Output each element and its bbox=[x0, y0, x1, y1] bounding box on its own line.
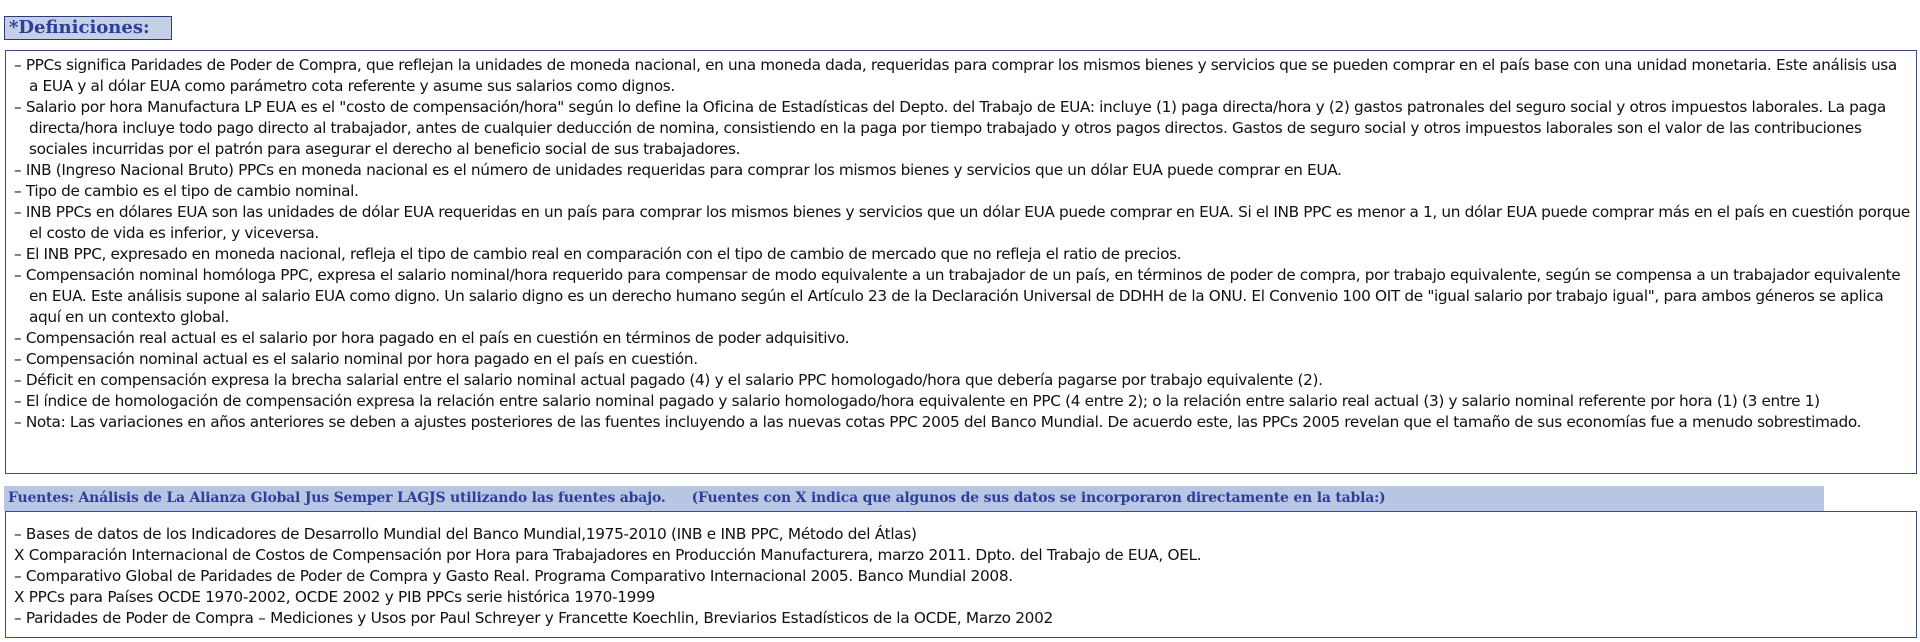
list-bullet: – bbox=[14, 266, 26, 284]
sources-header bbox=[4, 486, 1824, 511]
list-bullet: – bbox=[14, 350, 26, 368]
list-bullet: – bbox=[14, 371, 26, 389]
list-bullet: – bbox=[14, 392, 26, 410]
list-bullet: – bbox=[14, 329, 26, 347]
definition-text: Déficit en compensación expresa la brecha salarial entre el salario nominal actual pagado (4) y el salario PPC homologado/hora que debería pagarse por trabajo equivalente (2). bbox=[25, 371, 1323, 389]
definition-item bbox=[14, 412, 1910, 433]
definition-item bbox=[14, 55, 1910, 97]
source-item bbox=[14, 608, 1910, 629]
definitions-box bbox=[5, 50, 1917, 474]
definition-item bbox=[14, 265, 1910, 328]
definition-item bbox=[14, 328, 1910, 349]
list-bullet: – bbox=[14, 609, 26, 627]
source-item bbox=[14, 566, 1910, 587]
list-bullet: – bbox=[14, 413, 26, 431]
list-bullet: – bbox=[14, 567, 26, 585]
definition-item bbox=[14, 181, 1910, 202]
source-item bbox=[14, 524, 1910, 545]
source-item bbox=[14, 587, 1910, 608]
definition-text: Nota: Las variaciones en años anteriores se deben a ajustes posteriores de las fuentes incluyendo a las nuevas cotas PPC 2005 del Banco Mundial. De acuerdo este, las PPCs 2005 revelan que el tamaño de sus economías fue a menudo sobrestimado. bbox=[25, 413, 1862, 431]
sources-box bbox=[5, 511, 1917, 638]
list-bullet: – bbox=[14, 245, 26, 263]
source-text: Comparación Internacional de Costos de Compensación por Hora para Trabajadores en Producción Manufacturera, marzo 2011. Dpto. del Trabajo de EUA, OEL. bbox=[28, 546, 1202, 564]
definition-text: INB PPCs en dólares EUA son las unidades de dólar EUA requeridas en un país para comprar los mismos bienes y servicios que un dólar EUA puede comprar en EUA. Si el INB PPC es menor a 1, un dólar EUA puede comprar más en el país en cuestión porque el costo de vida es inferior, y viceversa. bbox=[25, 203, 1910, 242]
sources-note: (Fuentes con X indica que algunos de sus datos se incorporaron directamente en la tabla:) bbox=[691, 490, 1386, 506]
definition-text: Salario por hora Manufactura LP EUA es el "costo de compensación/hora" según lo define la Oficina de Estadísticas del Depto. del Trabajo de EUA: incluye (1) paga directa/hora y (2) gastos patronales del seguro social y otros impuestos laborales. La paga directa/hora incluye todo pago directo al trabajador, antes de cualquier deducción de nomina, consistiendo en la paga por tiempo trabajado y otros pagos directos. Gastos de seguro social y otros impuestos laborales son el valor de las contribuciones sociales incurridas por el patrón para asegurar el derecho al beneficio social de sus trabajadores. bbox=[25, 98, 1886, 158]
definitions-title: *Definiciones: bbox=[4, 16, 172, 40]
definition-text: INB (Ingreso Nacional Bruto) PPCs en moneda nacional es el número de unidades requeridas para comprar los mismos bienes y servicios que un dólar EUA puede comprar en EUA. bbox=[25, 161, 1342, 179]
definitions-list bbox=[14, 55, 1910, 433]
definition-item bbox=[14, 244, 1910, 265]
definition-item bbox=[14, 97, 1910, 160]
list-bullet: – bbox=[14, 525, 26, 543]
definition-text: El INB PPC, expresado en moneda nacional, refleja el tipo de cambio real en comparación con el tipo de cambio de mercado que no refleja el ratio de precios. bbox=[25, 245, 1182, 263]
definition-text: Compensación nominal actual es el salario nominal por hora pagado en el país en cuestión. bbox=[25, 350, 698, 368]
source-text: Paridades de Poder de Compra – Mediciones y Usos por Paul Schreyer y Francette Koechlin, Breviarios Estadísticos de la OCDE, Marzo 2002 bbox=[25, 609, 1053, 627]
definition-text: El índice de homologación de compensación expresa la relación entre salario nominal pagado y salario homologado/hora equivalente en PPC (4 entre 2); o la relación entre salario real actual (3) y salario nominal referente por hora (1) (3 entre 1) bbox=[25, 392, 1820, 410]
sources-list bbox=[14, 524, 1910, 629]
list-bullet: – bbox=[14, 56, 26, 74]
source-item bbox=[14, 545, 1910, 566]
definition-item bbox=[14, 391, 1910, 412]
definition-text: Compensación real actual es el salario por hora pagado en el país en cuestión en términos de poder adquisitivo. bbox=[25, 329, 850, 347]
source-text: Bases de datos de los Indicadores de Desarrollo Mundial del Banco Mundial,1975-2010 (INB e INB PPC, Método del Átlas) bbox=[25, 525, 917, 543]
list-bullet: – bbox=[14, 203, 26, 221]
sources-title: Fuentes: Análisis de La Alianza Global Jus Semper LAGJS utilizando las fuentes abajo. bbox=[8, 490, 666, 506]
definition-item bbox=[14, 370, 1910, 391]
source-text: Comparativo Global de Paridades de Poder de Compra y Gasto Real. Programa Comparativo Internacional 2005. Banco Mundial 2008. bbox=[25, 567, 1013, 585]
source-text: PPCs para Países OCDE 1970-2002, OCDE 2002 y PIB PPCs serie histórica 1970-1999 bbox=[28, 588, 655, 606]
list-bullet: – bbox=[14, 182, 26, 200]
definition-text: Tipo de cambio es el tipo de cambio nominal. bbox=[25, 182, 359, 200]
definition-item bbox=[14, 202, 1910, 244]
definition-item bbox=[14, 349, 1910, 370]
list-bullet: – bbox=[14, 98, 26, 116]
list-bullet: X bbox=[14, 588, 29, 606]
list-bullet: X bbox=[14, 546, 29, 564]
definition-text: PPCs significa Paridades de Poder de Compra, que reflejan la unidades de moneda nacional, en una moneda dada, requeridas para comprar los mismos bienes y servicios que se pueden comprar en el país base con una unidad monetaria. Este análisis usa a EUA y al dólar EUA como parámetro cota referente y asume sus salarios como dignos. bbox=[25, 56, 1897, 95]
definition-text: Compensación nominal homóloga PPC, expresa el salario nominal/hora requerido para compensar de modo equivalente a un trabajador de un país, en términos de poder de compra, por trabajo equivalente, según se compensa a un trabajador equivalente en EUA. Este análisis supone al salario EUA como digno. Un salario digno es un derecho humano según el Artículo 23 de la Declaración Universal de DDHH de la ONU. El Convenio 100 OIT de "igual salario por trabajo igual", para ambos géneros se aplica aquí en un contexto global. bbox=[25, 266, 1901, 326]
definition-item bbox=[14, 160, 1910, 181]
list-bullet: – bbox=[14, 161, 26, 179]
